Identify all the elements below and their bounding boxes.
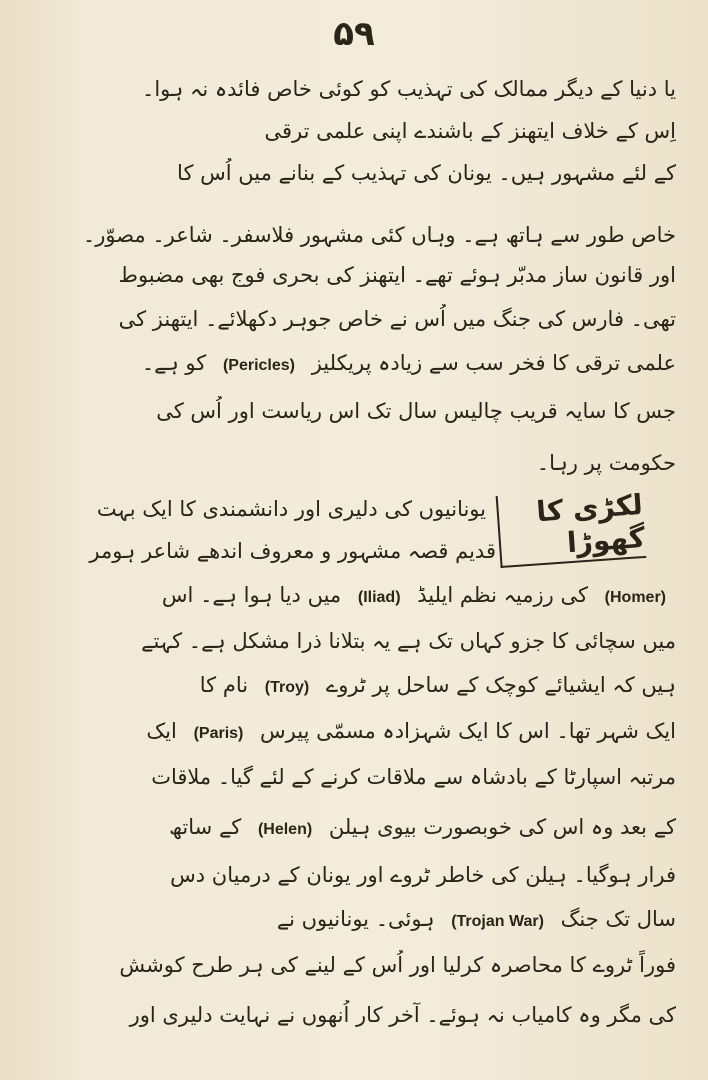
section-heading: لکڑی کا گھوڑا: [496, 486, 647, 568]
paragraph-line: مرتبہ اسپارٹا کے بادشاہ سے ملاقات کرنے کے لئے گیا۔ ملاقات: [151, 765, 676, 789]
paragraph-line: قدیم قصہ مشہور و معروف اندھے شاعر ہومر: [89, 539, 496, 563]
paragraph-line: یا دنیا کے دیگر ممالک کی تہذیب کو کوئی خاص فائدہ نہ ہوا۔: [142, 77, 676, 101]
paragraph-text: علمی ترقی کا فخر سب سے زیادہ پریکلیز: [311, 351, 676, 375]
paragraph-line: یونانیوں کی دلیری اور دانشمندی کا ایک بہت: [96, 497, 486, 521]
latin-gloss: (Iliad): [357, 589, 401, 606]
paragraph-text: ہیں کہ ایشیائے کوچک کے ساحل پر ٹروے: [325, 673, 676, 697]
paragraph-line: خاص طور سے ہاتھ ہے۔ وہاں کئی مشہور فلاسفر۔ شاعر۔ مصوّر۔: [82, 223, 676, 247]
paragraph-line: کی مگر وہ کامیاب نہ ہوئے۔ آخر کار اُنھوں نے نہایت دلیری اور: [129, 1003, 676, 1027]
paragraph-text: ایک شہر تھا۔ اس کا ایک شہزادہ مسمّی پیرس: [260, 719, 676, 743]
paragraph-line: تھی۔ فارس کی جنگ میں اُس نے خاص جوہر دکھلائے۔ ایتھنز کی: [118, 307, 676, 331]
paragraph-line: کے لئے مشہور ہیں۔ یونان کی تہذیب کے بنانے میں اُس کا: [177, 161, 676, 185]
paragraph-line: میں سچائی کا جزو کہاں تک ہے یہ بتلانا ذرا مشکل ہے۔ کہتے: [141, 629, 676, 653]
paragraph-line: [26, 812, 676, 845]
paragraph-line: [26, 904, 676, 937]
paragraph-text: کی رزمیہ نظم ایلیڈ: [417, 583, 588, 607]
latin-gloss: (Troy): [264, 679, 310, 696]
paragraph-text: کو ہے۔: [141, 351, 207, 375]
paragraph-text: سال تک جنگ: [560, 907, 676, 931]
latin-gloss: (Paris): [193, 725, 244, 742]
latin-gloss: (Helen): [257, 821, 313, 838]
latin-gloss: (Trojan War): [451, 913, 544, 930]
paragraph-line: فرار ہوگیا۔ ہیلن کی خاطر ٹروے اور یونان کے درمیان دس: [170, 863, 676, 887]
latin-gloss: (Homer): [604, 589, 666, 606]
paragraph-line: حکومت پر رہا۔: [536, 451, 676, 475]
page-number: ۵۹: [333, 14, 375, 54]
paragraph-text: ایک: [146, 719, 177, 743]
paragraph-line: [26, 348, 676, 381]
paragraph-line: اور قانون ساز مدبّر ہوئے تھے۔ ایتھنز کی بحری فوج بھی مضبوط: [118, 263, 676, 287]
paragraph-line: [26, 580, 676, 613]
paragraph-text: کے ساتھ: [169, 815, 242, 839]
paragraph-line: [26, 716, 676, 749]
paragraph-text: نام کا: [199, 673, 249, 697]
paragraph-line: اِس کے خلاف ایتھنز کے باشندے اپنی علمی ترقی: [264, 119, 676, 143]
paragraph-text: ہوئی۔ یونانیوں نے: [276, 907, 435, 931]
latin-gloss: (Pericles): [222, 357, 295, 374]
paragraph-line: جس کا سایہ قریب چالیس سال تک اس ریاست اور اُس کی: [156, 399, 676, 423]
paragraph-line: فوراً ٹروے کا محاصرہ کرلیا اور اُس کے لینے کی ہر طرح کوشش: [119, 953, 676, 977]
paragraph-line: [26, 670, 676, 703]
paragraph-text: میں دیا ہوا ہے۔ اس: [161, 583, 342, 607]
paragraph-text: کے بعد وہ اس کی خوبصورت بیوی ہیلن: [328, 815, 676, 839]
